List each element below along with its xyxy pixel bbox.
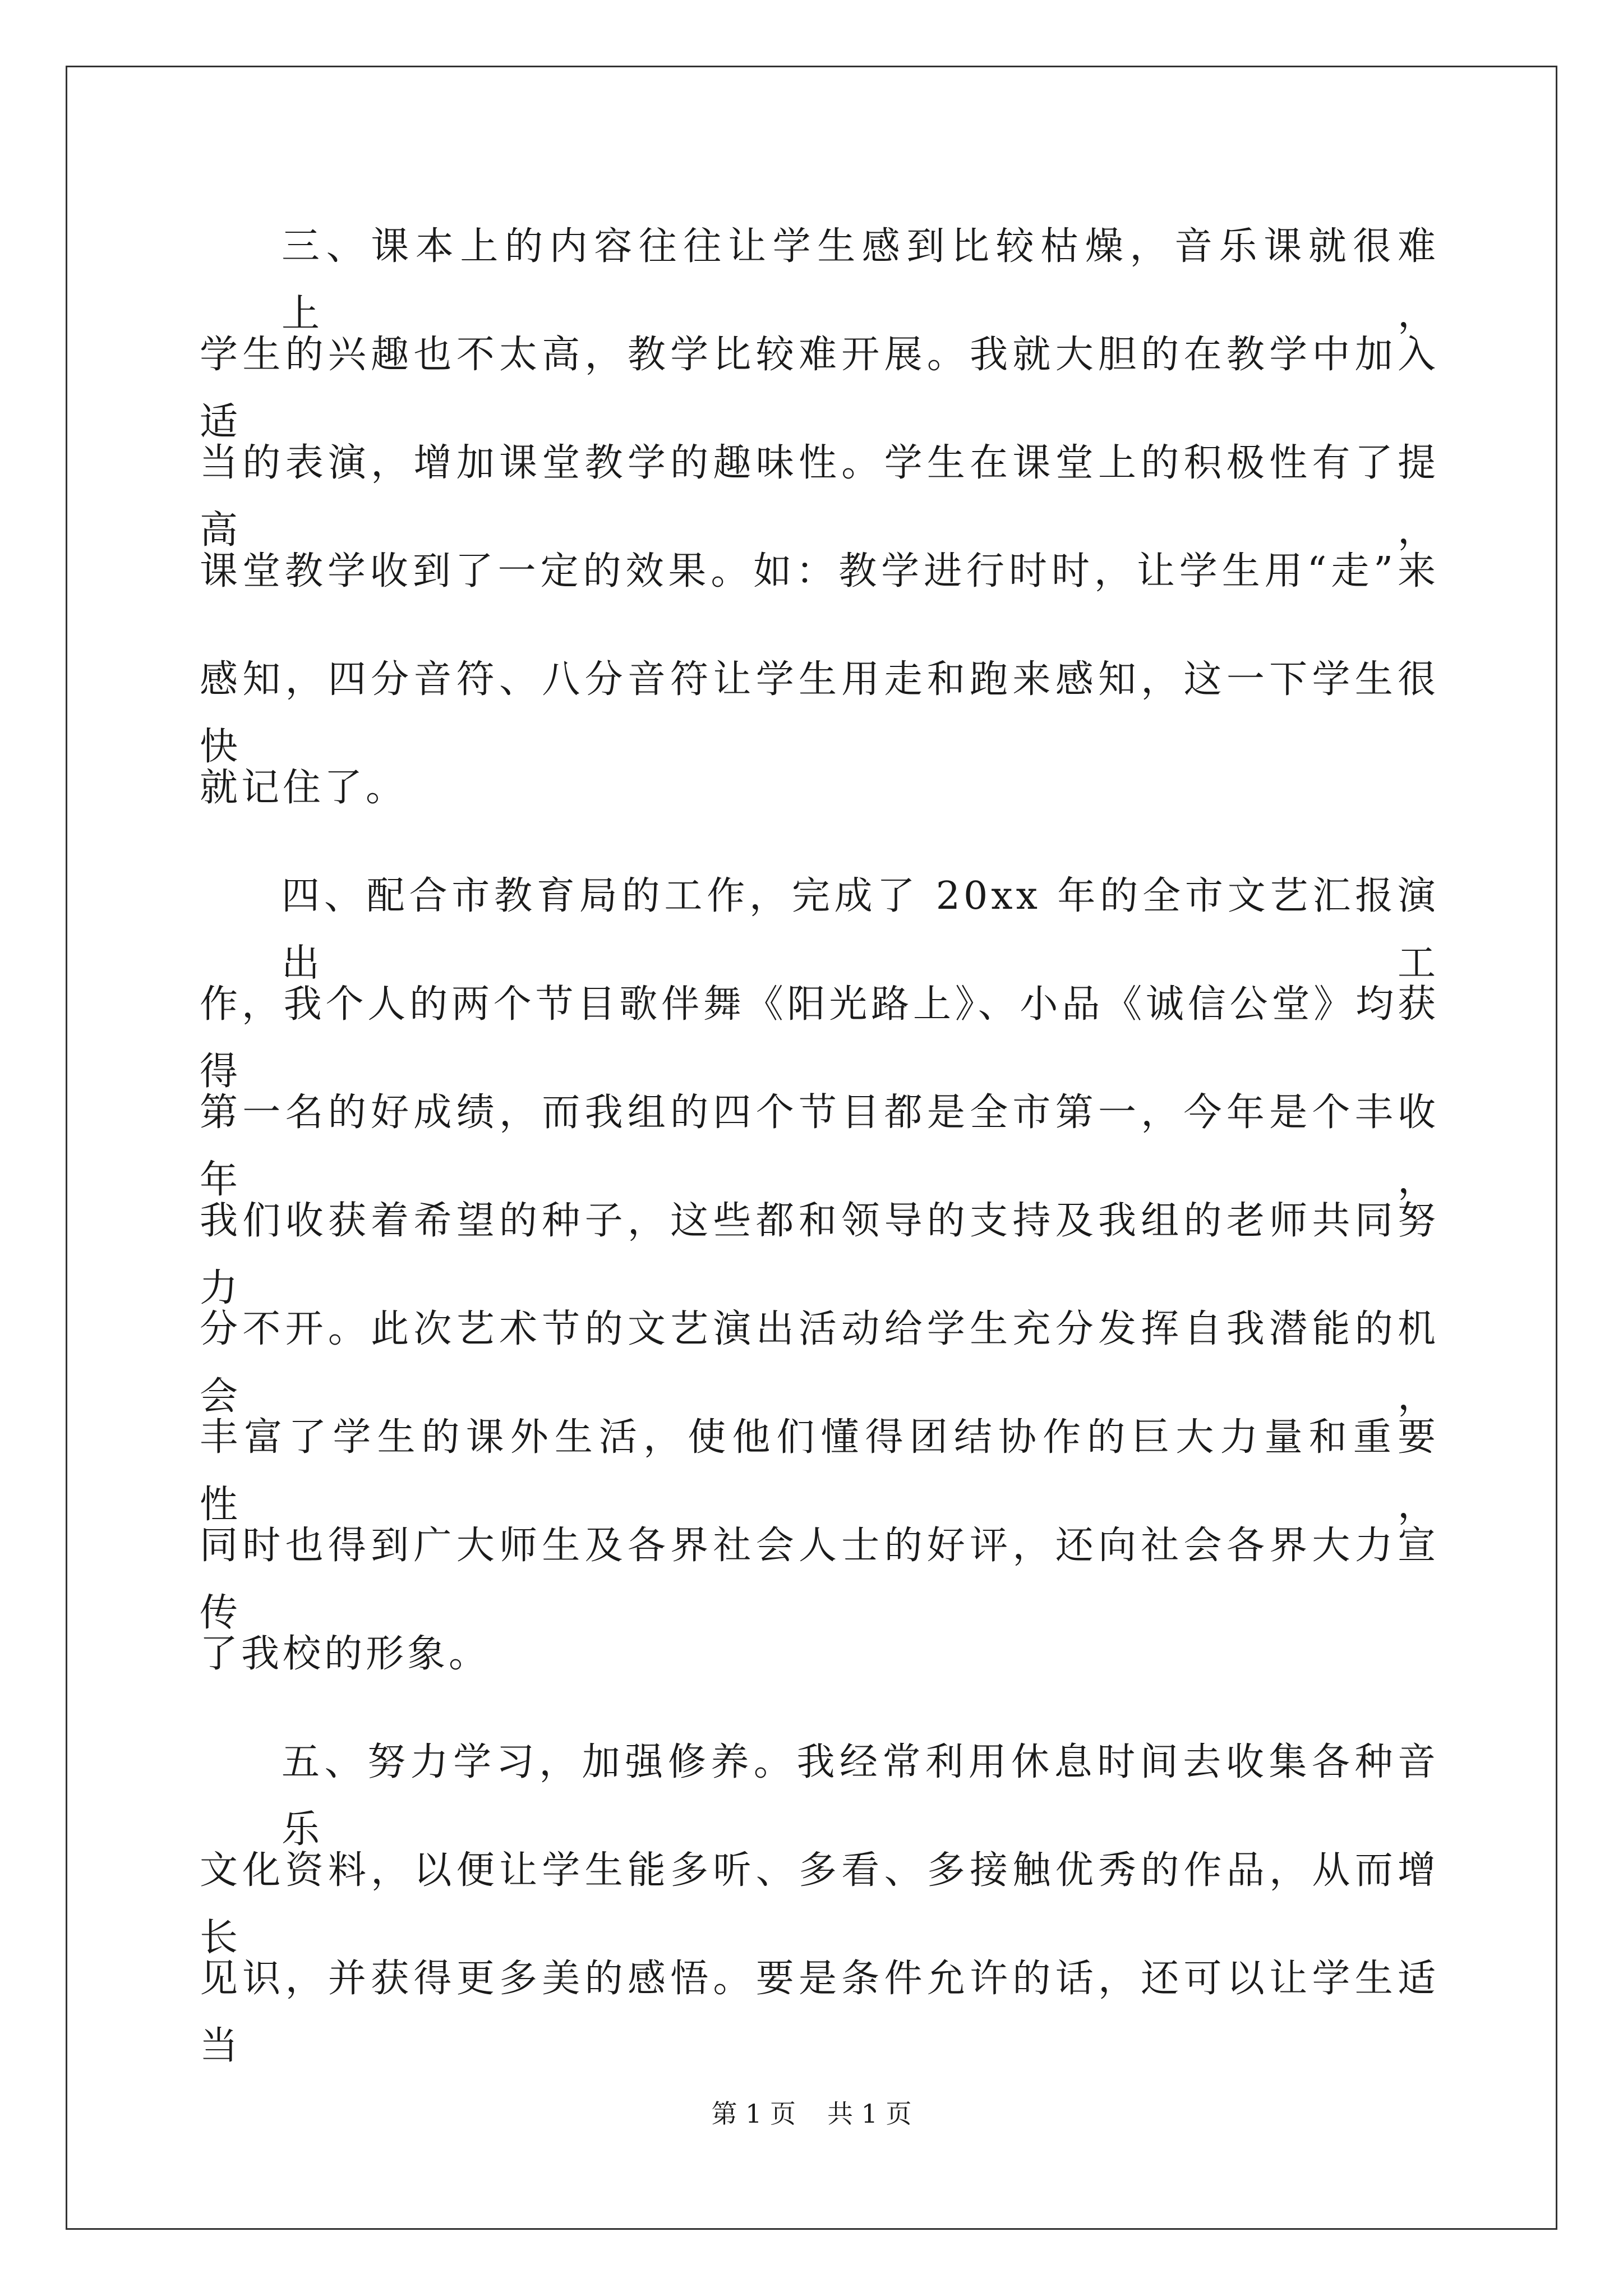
paragraph-3-line-3: 见识，并获得更多美的感悟。要是条件允许的话，还可以让学生适当	[200, 1957, 1439, 2068]
paragraph-2-line-4: 我们收获着希望的种子，这些都和领导的支持及我组的老师共同努力	[200, 1199, 1439, 1310]
paragraph-1-line-4: 课堂教学收到了一定的效果。如：教学进行时时，让学生用“走”来	[200, 549, 1439, 593]
paragraph-1-line-3: 当的表演，增加课堂教学的趣味性。学生在课堂上的积极性有了提高，	[200, 441, 1439, 553]
page-footer	[0, 2093, 1623, 2131]
paragraph-2-line-6: 丰富了学生的课外生活，使他们懂得团结协作的巨大力量和重要性，	[200, 1415, 1439, 1527]
paragraph-3-line-2: 文化资料，以便让学生能多听、多看、多接触优秀的作品，从而增长	[200, 1848, 1439, 1960]
paragraph-1-line-5: 感知，四分音符、八分音符让学生用走和跑来感知，这一下学生很快	[200, 657, 1439, 769]
paragraph-2-line-1: 四、配合市教育局的工作，完成了 20xx 年的全市文艺汇报演出工	[282, 874, 1439, 986]
paragraph-2-line-5: 分不开。此次艺术节的文艺演出活动给学生充分发挥自我潜能的机会，	[200, 1307, 1439, 1419]
paragraph-2-line-7: 同时也得到广大师生及各界社会人士的好评，还向社会各界大力宣传	[200, 1524, 1439, 1635]
paragraph-2-line-2: 作，我个人的两个节目歌伴舞《阳光路上》、小品《诚信公堂》均获得	[200, 982, 1439, 1094]
page-number: 第 1 页	[711, 2099, 796, 2129]
paragraph-1-line-2: 学生的兴趣也不太高，教学比较难开展。我就大胆的在教学中加入适	[200, 333, 1439, 444]
page-total: 共 1 页	[827, 2099, 912, 2129]
paragraph-2-line-3: 第一名的好成绩，而我组的四个节目都是全市第一，今年是个丰收年，	[200, 1091, 1439, 1202]
paragraph-1-line-1: 三、课本上的内容往往让学生感到比较枯燥，音乐课就很难上，	[282, 224, 1439, 336]
paragraph-1-line-6: 就记住了。	[200, 766, 408, 810]
paragraph-3-line-1: 五、努力学习，加强修养。我经常利用休息时间去收集各种音乐	[282, 1740, 1439, 1852]
paragraph-2-line-8: 了我校的形象。	[200, 1632, 491, 1676]
